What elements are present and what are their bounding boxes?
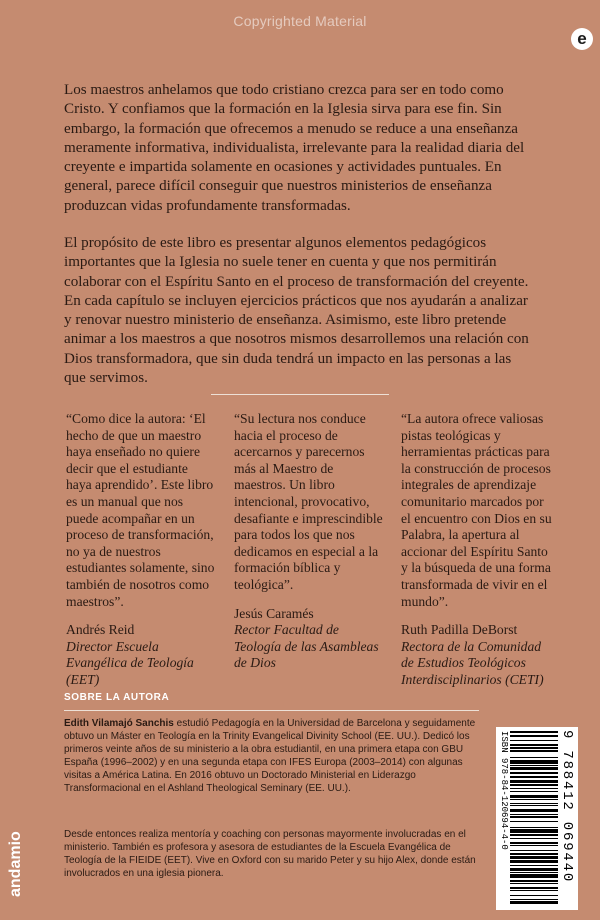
barcode-bar [510,772,558,773]
author-bio-paragraph-2: Desde entonces realiza mentoría y coaching con personas mayormente involucradas en el ministerio. También es profesora y asesora de estudiantes de la Escuela Evangélica de Teología de la FIEIDE (EET). Vive en Oxford con su marido Peter y su hijo Alex, donde están involucrados en una iglesia pionera. [64,829,476,879]
barcode-bar [510,821,558,822]
barcode-bar [510,829,558,833]
barcode-bar [510,880,558,881]
author-bio-paragraph-1 [64,717,482,795]
publisher-label: andamio [7,831,24,897]
barcode-bar [510,834,558,835]
barcode-bar [510,860,558,864]
endorsement-author: Ruth Padilla DeBorst [401,622,518,638]
barcode-bar [510,868,558,870]
author-bio-text-1: estudió Pedagogía en la Universidad de Barcelona y seguidamente obtuvo un Máster en Teología en la Trinity Evangelical Divinity School (EE. UU.). Dedicó los primeros veinte años de su ministerio a la obra estudiantil, en una primera etapa con GBU España (1996–2002) y en una segunda etapa con IFES Europa (2003–2014) con algunas visitas a América Latina. En 2016 obtuvo un Doctorado Ministerial en Liderazgo Transformacional en el Ashland Theological Seminary (EE. UU.). [64,718,476,794]
endorsement-quote: “La autora ofrece valiosas pistas teológicas y herramientas prácticas para la construcción de procesos integrales de aprendizaje comunitario marcados por el encuentro con Dios en su Palabra, la apertura al accionar del Espíritu Santo y la búsqueda de una forma transformada de vivir en el mundo”. [401,411,552,609]
barcode-bar [510,838,558,839]
barcode-bar [510,856,558,858]
barcode-bar [510,895,558,896]
barcode-bar [510,865,558,866]
barcode-bar [510,799,558,800]
barcode-bar [510,874,558,878]
barcode-bar [510,760,558,764]
barcode-bar [510,740,558,741]
endorsement-1 [66,411,216,689]
barcode-number: 9 788412 069440 [559,730,575,884]
endorsement-role: Rectora de la Comunidad de Estudios Teológicos Interdisciplinarios (CETI) [401,638,544,687]
barcode-bar [510,872,558,873]
barcode-bar [510,827,558,828]
barcode-bar [510,845,558,846]
barcode-bar [510,747,558,749]
barcode-bar [510,890,558,891]
barcode-bar [510,731,558,733]
logo-letter: e [577,28,587,48]
barcode-bar [510,842,558,844]
watermark: Copyrighted Material [233,13,367,29]
barcode-bar [510,776,558,778]
endorsement-role: Director Escuela Evangélica de Teología (EET) [66,638,194,687]
barcode-bar [510,750,558,751]
barcode-bar [510,803,558,804]
barcode-bar [510,887,558,889]
endorsement-quote: “Su lectura nos conduce hacia el proceso de acercarnos y parecernos más al Maestro de maestros. Un libro intencional, provocativo, desafiante e imprescindible para todos los que nos dedicamos en especial a la formación bíblica y teológica”. [234,411,383,592]
publisher-logo-icon [571,28,593,50]
endorsement-author: Jesús Caramés [234,605,314,621]
barcode-bar [510,809,558,813]
barcode-bar [510,816,558,818]
barcode-bar [510,901,558,903]
barcode [496,727,578,910]
barcode-bar [510,780,558,784]
barcode-bar [510,744,558,745]
barcode-bar [510,805,558,806]
barcode-bars [510,731,558,906]
author-name: Edith Vilamajó Sanchis [64,718,174,729]
barcode-bar [510,784,558,785]
barcode-bar [510,791,558,792]
about-author-rule [64,710,479,711]
barcode-bar [510,899,558,900]
barcode-bar [510,853,558,855]
barcode-bar [510,735,558,737]
blurb-paragraph-1: Los maestros anhelamos que todo cristiano crezca para ser en todo como Cristo. Y confiamos que la formación en la Iglesia sirva para ese fin. Sin embargo, la formación que ofrecemos a menudo se reduce a una enseñanza meramente informativa, individualista, irrelevante para la realidad diaria del creyente e impartida solamente en ocasiones y actividades puntuales. En general, parece difícil conseguir que nuestros ministerios de enseñanza produzcan vidas profundamente transformadas. [64,82,525,214]
barcode-bar [510,765,558,766]
barcode-bar [510,883,558,884]
barcode-bar [510,757,558,758]
barcode-bar [510,850,558,851]
section-divider [211,394,389,395]
barcode-bar [510,767,558,769]
blurb-paragraph-2: El propósito de este libro es presentar algunos elementos pedagógicos importantes que la Iglesia no suele tener en cuenta y que nos permitirán colaborar con el Espíritu Santo en el proceso de transformación del creyente. En cada capítulo se incluyen ejercicios prácticos que nos ayudarán a analizar y renovar nuestro ministerio de enseñanza. Asimismo, este libro pretende animar a los maestros a que nosotros mismos desarrollemos una relación con Dios transformadora, que sin duda tendrá un impacto en las personas a las que servimos. [64,235,529,387]
barcode-bar [510,788,558,789]
endorsement-3 [401,411,556,689]
endorsement-author: Andrés Reid [66,622,135,638]
barcode-bar [510,795,558,797]
endorsement-2 [234,411,384,672]
about-author-heading: SOBRE LA AUTORA [64,692,170,703]
isbn-text: ISBN 978-84-120694-4-0 [499,731,509,850]
barcode-bar [510,814,558,815]
endorsement-quote: “Como dice la autora: ‘El hecho de que un maestro haya enseñado no quiere decir que el estudiante haya aprendido’. Este libro es un manual que nos puede acompañar en un proceso de transformación, no ya de nuestros estudiantes solamente, sino también de nosotros como maestros”. [66,411,215,609]
endorsement-role: Rector Facultad de Teología de las Asambleas de Dios [234,622,379,671]
